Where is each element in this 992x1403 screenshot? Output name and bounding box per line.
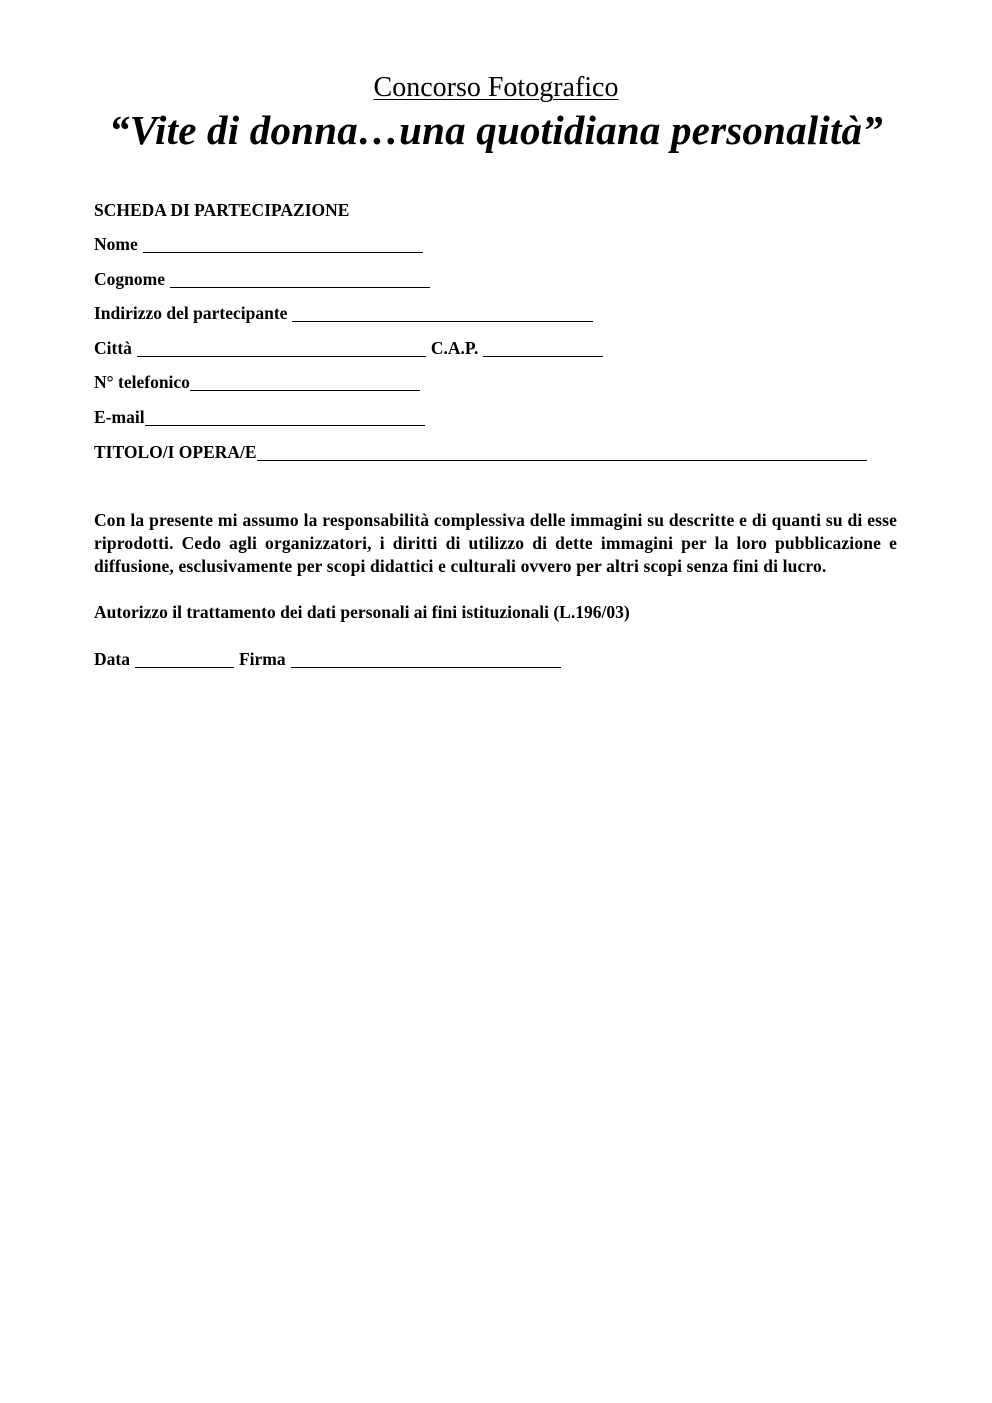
firma-field[interactable]	[291, 650, 561, 668]
nome-field[interactable]	[143, 235, 423, 253]
telefono-field[interactable]	[190, 373, 420, 391]
data-label: Data	[94, 649, 130, 669]
declaration-text: Con la presente mi assumo la responsabilità complessiva delle immagini su descritte e di quanti su di esse riprodotti. Cedo agli organizzatori, i diritti di utilizzo di dette immagini per la loro pubblicazione e diffusione, esclusivamente per scopi didattici e culturali ovvero per altri scopi senza fini di lucro.	[94, 510, 897, 576]
titolo-field[interactable]	[257, 443, 867, 461]
citta-label: Città	[94, 338, 132, 358]
email-field[interactable]	[145, 408, 425, 426]
telefono-label: N° telefonico	[94, 372, 190, 392]
cognome-label: Cognome	[94, 269, 165, 289]
telefono-row	[94, 370, 420, 394]
indirizzo-field[interactable]	[292, 304, 593, 322]
firma-label: Firma	[238, 649, 286, 669]
email-label: E-mail	[94, 407, 145, 427]
document-title-row	[0, 70, 992, 106]
indirizzo-label: Indirizzo del partecipante	[94, 303, 288, 323]
titolo-row	[94, 440, 867, 464]
citta-cap-row	[94, 336, 603, 360]
cap-label: C.A.P.	[430, 338, 479, 358]
privacy-consent-text: Autorizzo il trattamento dei dati personali ai fini istituzionali (L.196/03)	[94, 602, 630, 622]
cap-field[interactable]	[483, 339, 603, 357]
signature-row	[94, 647, 561, 671]
document-title: Concorso Fotografico	[373, 72, 619, 103]
contest-subtitle: “Vite di donna…una quotidiana personalità”	[109, 107, 883, 153]
citta-field[interactable]	[137, 339, 426, 357]
email-row	[94, 405, 425, 429]
nome-row	[94, 232, 423, 256]
indirizzo-row	[94, 301, 593, 325]
titolo-label: TITOLO/I OPERA/E	[94, 442, 257, 462]
nome-label: Nome	[94, 234, 138, 254]
cognome-row	[94, 267, 430, 291]
form-heading: SCHEDA DI PARTECIPAZIONE	[94, 200, 350, 220]
data-field[interactable]	[135, 650, 234, 668]
cognome-field[interactable]	[170, 270, 430, 288]
